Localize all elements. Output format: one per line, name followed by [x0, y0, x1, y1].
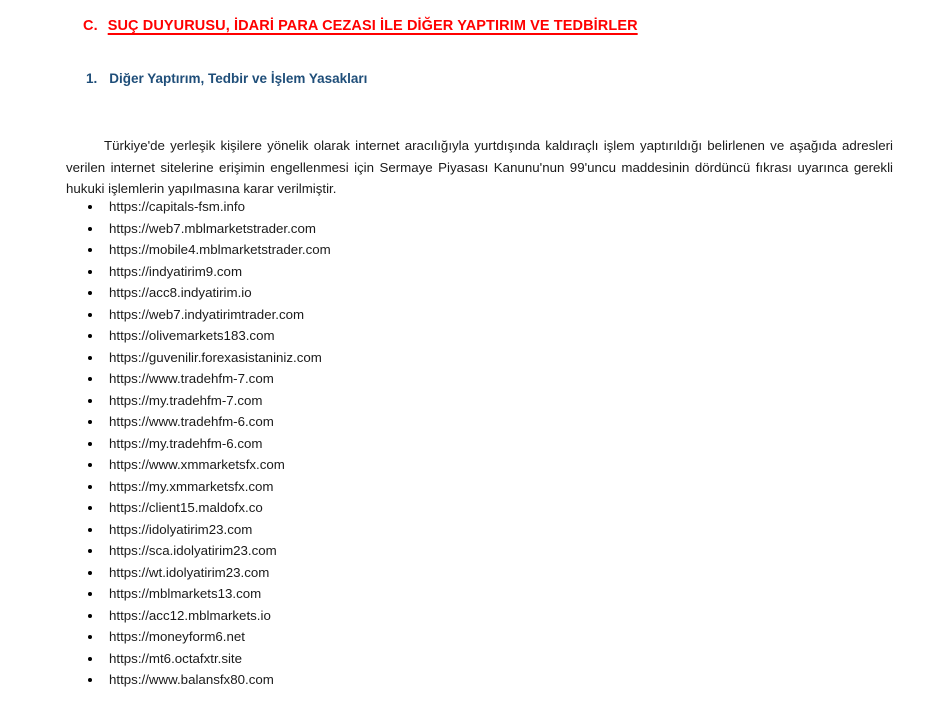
section-heading-marker: C.	[83, 18, 98, 34]
list-item	[88, 562, 331, 584]
url-text: https://www.tradehfm-6.com	[109, 414, 274, 429]
url-text: https://moneyform6.net	[109, 629, 245, 644]
url-text: https://web7.mblmarketstrader.com	[109, 220, 316, 236]
url-text: https://wt.idolyatirim23.com	[109, 564, 270, 580]
url-text: https://capitals-fsm.info	[109, 199, 245, 214]
list-item	[88, 325, 331, 347]
url-text: https://client15.maldofx.co	[109, 500, 263, 515]
url-text: https://www.xmmarketsfx.com	[109, 457, 285, 472]
url-text: https://sca.idolyatirim23.com	[109, 543, 277, 558]
url-text: https://web7.indyatirimtrader.com	[109, 306, 305, 322]
section-heading-text: SUÇ DUYURUSU, İDARİ PARA CEZASI İLE DİĞER YAPTIRIM VE TEDBİRLER	[107, 18, 638, 34]
list-item	[88, 390, 331, 412]
list-item	[88, 476, 331, 498]
sub-heading	[86, 71, 367, 86]
list-item	[88, 497, 331, 519]
section-heading	[83, 18, 638, 34]
list-item	[88, 411, 331, 433]
list-item	[88, 626, 331, 648]
url-text: https://www.tradehfm-7.com	[109, 371, 274, 386]
sub-heading-marker: 1.	[86, 71, 98, 86]
url-text: https://idolyatirim23.com	[109, 521, 253, 537]
url-text: https://www.balansfx80.com	[109, 672, 274, 687]
url-text: https://my.tradehfm-7.com	[109, 392, 263, 408]
url-text: https://acc12.mblmarkets.io	[109, 607, 271, 623]
list-item	[88, 304, 331, 326]
url-text: https://mobile4.mblmarketstrader.com	[109, 242, 331, 257]
list-item	[88, 347, 331, 369]
list-item	[88, 433, 331, 455]
blocked-url-list	[88, 196, 331, 691]
url-text: https://my.tradehfm-6.com	[109, 435, 263, 451]
list-item	[88, 540, 331, 562]
sub-heading-text: Diğer Yaptırım, Tedbir ve İşlem Yasakları	[109, 71, 368, 86]
list-item	[88, 669, 331, 691]
url-text: https://olivemarkets183.com	[109, 328, 275, 343]
list-item	[88, 196, 331, 218]
url-text: https://acc8.indyatirim.io	[109, 285, 252, 300]
list-item	[88, 519, 331, 541]
body-paragraph: Türkiye'de yerleşik kişilere yönelik olarak internet aracılığıyla yurtdışında kaldıraçlı işlem yaptırıldığı belirlenen ve aşağıda adresleri verilen internet sitelerine erişimin engellenmesi için Sermaye Piyasası Kanunu'nun 99'uncu maddesinin dördüncü fıkrası uyarınca gerekli hukuki işlemlerin yapılmasına karar verilmiştir.	[66, 138, 893, 197]
list-item	[88, 282, 331, 304]
list-item	[88, 261, 331, 283]
list-item	[88, 648, 331, 670]
url-text: https://mt6.octafxtr.site	[109, 650, 243, 666]
url-text: https://guvenilir.forexasistaniniz.com	[109, 349, 322, 365]
url-text: https://indyatirim9.com	[109, 263, 243, 279]
list-item	[88, 218, 331, 240]
list-item	[88, 239, 331, 261]
list-item	[88, 583, 331, 605]
list-item	[88, 605, 331, 627]
list-item	[88, 454, 331, 476]
url-text: https://mblmarkets13.com	[109, 586, 262, 601]
url-text: https://my.xmmarketsfx.com	[109, 478, 274, 494]
list-item	[88, 368, 331, 390]
